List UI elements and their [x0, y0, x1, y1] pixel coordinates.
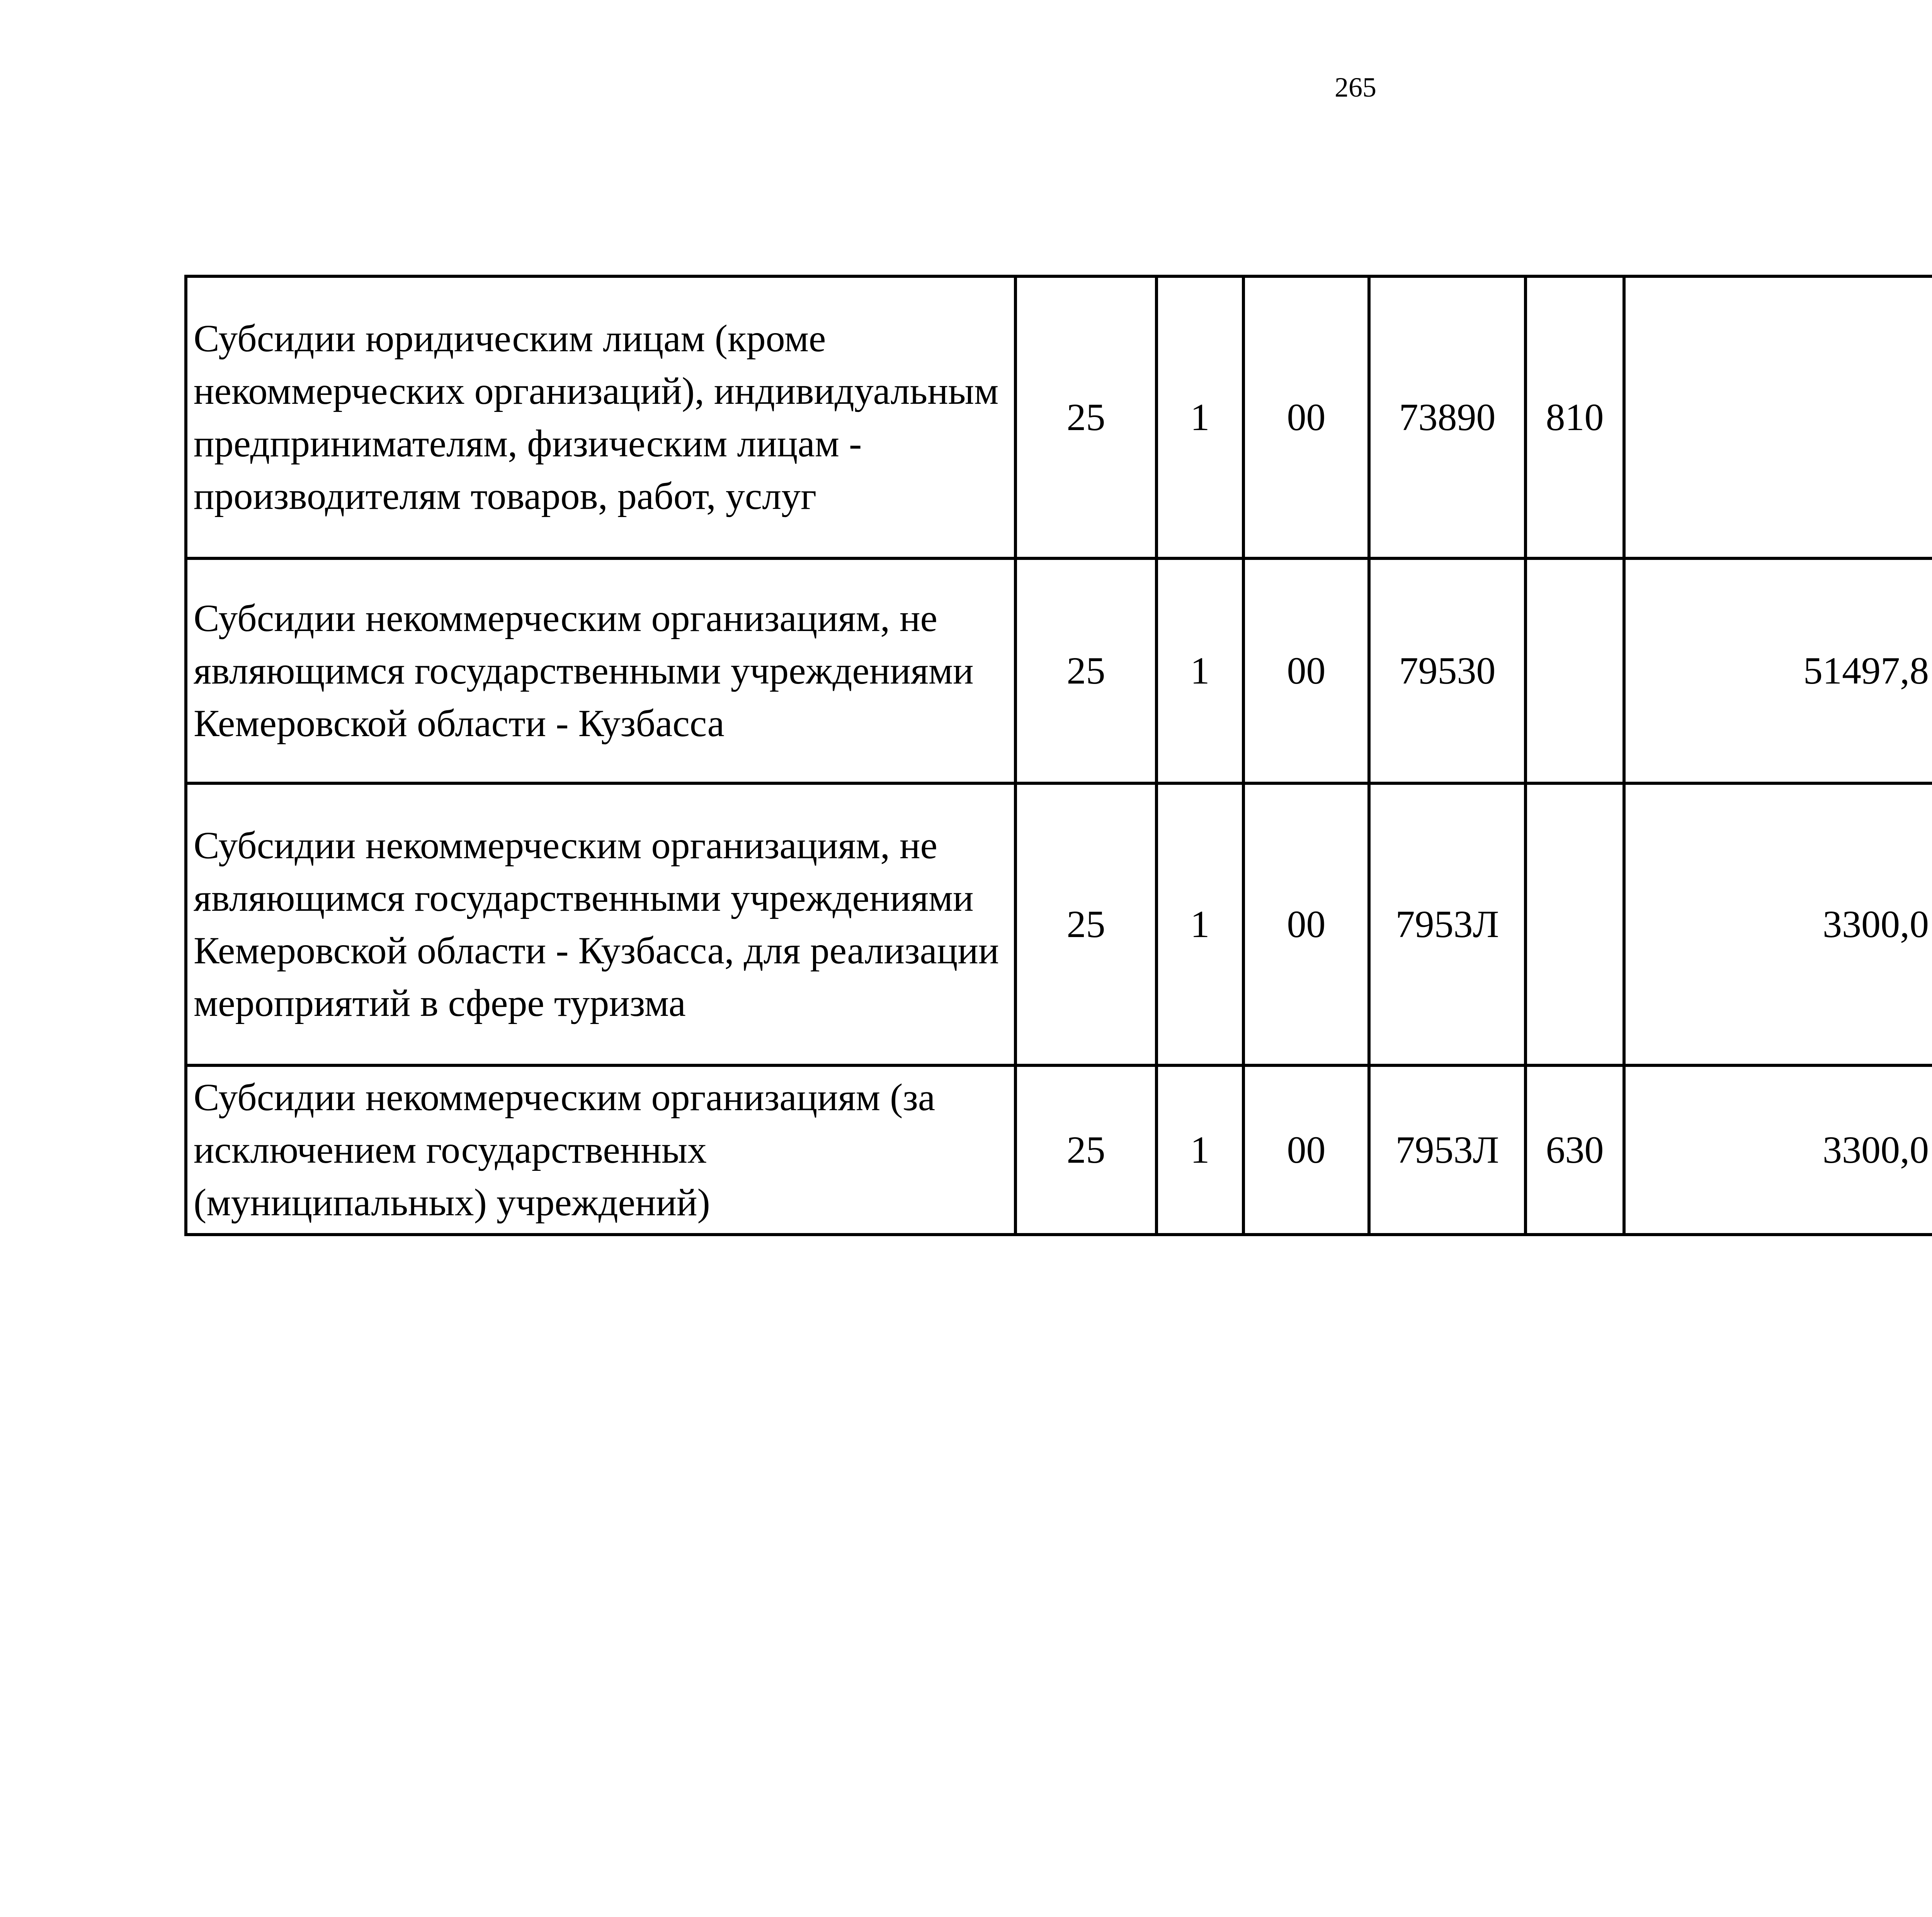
table-row	[186, 783, 1932, 1065]
code-cell: 1	[1156, 558, 1243, 783]
code-cell: 1	[1156, 276, 1243, 558]
code-cell: 00	[1243, 783, 1369, 1065]
amount-cell: 3300,0	[1624, 1065, 1932, 1235]
code-cell: 1	[1156, 783, 1243, 1065]
code-cell: 79530	[1369, 558, 1526, 783]
amount-cell	[1624, 276, 1932, 558]
code-cell: 1	[1156, 1065, 1243, 1235]
code-cell	[1526, 558, 1624, 783]
table-row	[186, 1065, 1932, 1235]
description-cell: Субсидии юридическим лицам (кроме некоммерческих организаций), индивидуальным предпринимателям, физическим лицам - производителям товаров, работ, услуг	[186, 276, 1015, 558]
table-row	[186, 558, 1932, 783]
description-cell: Субсидии некоммерческим организациям, не являющимся государственными учреждениями Кемеровской области - Кузбасса, для реализации мероприятий в сфере туризма	[186, 783, 1015, 1065]
code-cell: 25	[1015, 783, 1156, 1065]
code-cell: 00	[1243, 1065, 1369, 1235]
budget-table	[184, 275, 1932, 1236]
page-number: 265	[1335, 72, 1376, 103]
code-cell: 810	[1526, 276, 1624, 558]
code-cell: 25	[1015, 558, 1156, 783]
amount-cell: 3300,0	[1624, 783, 1932, 1065]
code-cell: 00	[1243, 558, 1369, 783]
code-cell	[1526, 783, 1624, 1065]
code-cell: 25	[1015, 1065, 1156, 1235]
description-cell: Субсидии некоммерческим организациям, не являющимся государственными учреждениями Кемеровской области - Кузбасса	[186, 558, 1015, 783]
description-cell: Субсидии некоммерческим организациям (за исключением государственных (муниципальных) учреждений)	[186, 1065, 1015, 1235]
table-row	[186, 276, 1932, 558]
code-cell: 7953Л	[1369, 1065, 1526, 1235]
code-cell: 00	[1243, 276, 1369, 558]
code-cell: 73890	[1369, 276, 1526, 558]
amount-cell: 51497,8	[1624, 558, 1932, 783]
code-cell: 25	[1015, 276, 1156, 558]
code-cell: 7953Л	[1369, 783, 1526, 1065]
code-cell: 630	[1526, 1065, 1624, 1235]
